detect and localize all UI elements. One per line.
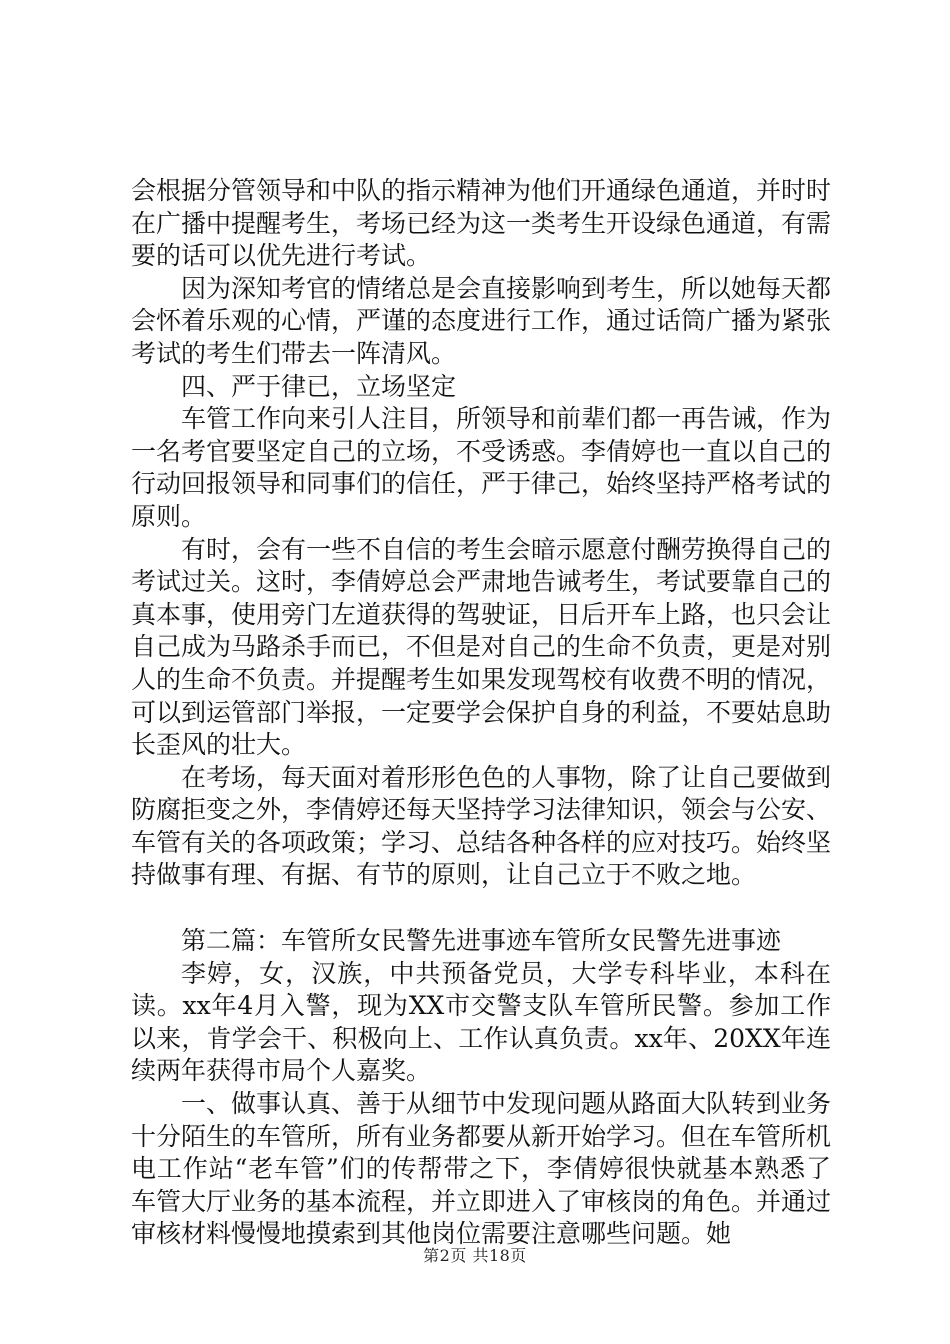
- paragraph: 李婷，女，汉族，中共预备党员，大学专科毕业，本科在读。xx年4月入警，现为XX市交警支队车管所民警。参加工作以来，肯学会干、积极向上、工作认真负责。xx年、20XX年连续两年获得市局个人嘉奖。: [131, 958, 831, 1086]
- paragraph: 车管工作向来引人注目，所领导和前辈们都一再告诫，作为一名考官要坚定自己的立场，不受诱惑。李倩婷也一直以自己的行动回报领导和同事们的信任，严于律己，始终坚持严格考试的原则。: [131, 404, 832, 531]
- paragraph: 有时，会有一些不自信的考生会暗示愿意付酬劳换得自己的考试过关。这时，李倩婷总会严肃地告诫考生，考试要靠自己的真本事，使用旁门左道获得的驾驶证，日后开车上路，也只会让自己成为马路杀手而已，不但是对自己的生命不负责，更是对别人的生命不负责。并提醒考生如果发现驾校有收费不明的情况，可以到运管部门举报，一定要学会保护自身的利益，不要姑息助长歪风的壮大。: [131, 534, 832, 760]
- page-number-footer: 第2页 共18页: [423, 1246, 527, 1265]
- document-body: [131, 175, 831, 1251]
- paragraph: 一、做事认真、善于从细节中发现问题从路面大队转到业务十分陌生的车管所，所有业务都要从新开始学习。但在车管所机电工作站“老车管”们的传帮带之下，李倩婷很快就基本熟悉了车管大厅业务的基本流程，并立即进入了审核岗的角色。并通过审核材料慢慢地摸索到其他岗位需要注意哪些问题。她: [131, 1089, 832, 1249]
- paragraph: 因为深知考官的情绪总是会直接影响到考生，所以她每天都会怀着乐观的心情，严谨的态度进行工作，通过话筒广播为紧张考试的考生们带去一阵清风。: [131, 273, 832, 368]
- paragraph-continuation: 会根据分管领导和中队的指示精神为他们开通绿色通道，并时时在广播中提醒考生，考场已经为这一类考生开设绿色通道，有需要的话可以优先进行考试。: [131, 176, 832, 271]
- section-heading: 四、严于律已，立场坚定: [181, 371, 457, 401]
- paragraph: 在考场，每天面对着形形色色的人事物，除了让自己要做到防腐拒变之外，李倩婷还每天坚持学习法律知识，领会与公安、车管有关的各项政策；学习、总结各种各样的应对技巧。始终坚持做事有理、有据、有节的原则，让自己立于不败之地。: [131, 762, 832, 890]
- chapter-title: 第二篇：车管所女民警先进事迹车管所女民警先进事迹: [181, 926, 782, 956]
